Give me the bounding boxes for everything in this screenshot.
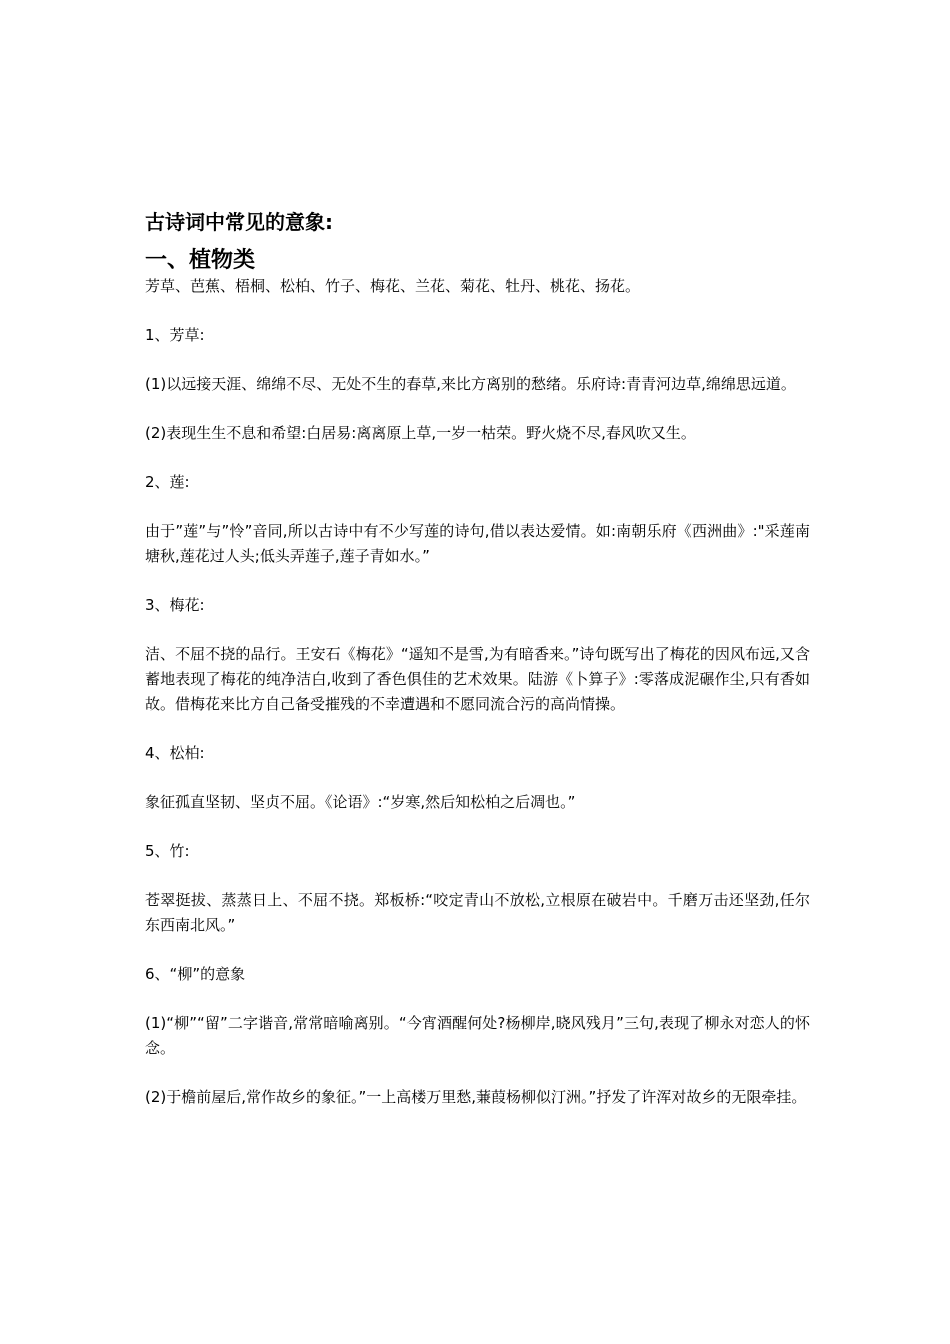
item-title-songbai: 4、松柏:	[145, 744, 205, 762]
document-title: 古诗词中常见的意象:	[145, 210, 333, 234]
item-title-fangcao: 1、芳草:	[145, 326, 205, 344]
paragraph: (1)以远接天涯、绵绵不尽、无处不生的春草,来比方离别的愁绪。乐府诗:青青河边草,绵绵思远道。	[145, 375, 796, 393]
item-title-lian: 2、莲:	[145, 473, 190, 491]
paragraph: (2)表现生生不息和希望:白居易:离离原上草,一岁一枯荣。野火烧不尽,春风吹又生。	[145, 424, 696, 442]
paragraph: 由于”莲”与”怜”音同,所以古诗中有不少写莲的诗句,借以表达爱情。如:南朝乐府《西洲曲》:"采莲南塘秋,莲花过人头;低头弄莲子,莲子青如水。”	[145, 522, 810, 565]
item-title-meihua: 3、梅花:	[145, 596, 205, 614]
intro-paragraph: 芳草、芭蕉、梧桐、松柏、竹子、梅花、兰花、菊花、牡丹、桃花、扬花。	[145, 277, 641, 295]
item-title-zhu: 5、竹:	[145, 842, 190, 860]
paragraph: 象征孤直坚韧、坚贞不屈。《论语》:“岁寒,然后知松柏之后凋也。”	[145, 793, 576, 811]
paragraph: (1)“柳”“留”二字谐音,常常暗喻离别。“今宵酒醒何处?杨柳岸,晓风残月”三句,表现了柳永对恋人的怀念。	[145, 1014, 810, 1057]
paragraph: (2)于檐前屋后,常作故乡的象征。”一上高楼万里愁,蒹葭杨柳似汀洲。”抒发了许浑对故乡的无限牵挂。	[145, 1088, 807, 1106]
section-heading: 一、植物类	[145, 248, 256, 273]
item-title-liu: 6、“柳”的意象	[145, 965, 246, 983]
paragraph: 洁、不屈不挠的品行。王安石《梅花》“遥知不是雪,为有暗香来。”诗句既写出了梅花的因风布远,又含蓄地表现了梅花的纯净洁白,收到了香色俱佳的艺术效果。陆游《卜算子》:零落成泥碾作尘,只有香如故。借梅花来比方自己备受摧残的不幸遭遇和不愿同流合污的高尚情操。	[145, 645, 810, 713]
paragraph: 苍翠挺拔、蒸蒸日上、不屈不挠。郑板桥:“咬定青山不放松,立根原在破岩中。千磨万击还坚劲,任尔东西南北风。”	[145, 891, 810, 934]
document-body	[145, 274, 810, 1134]
